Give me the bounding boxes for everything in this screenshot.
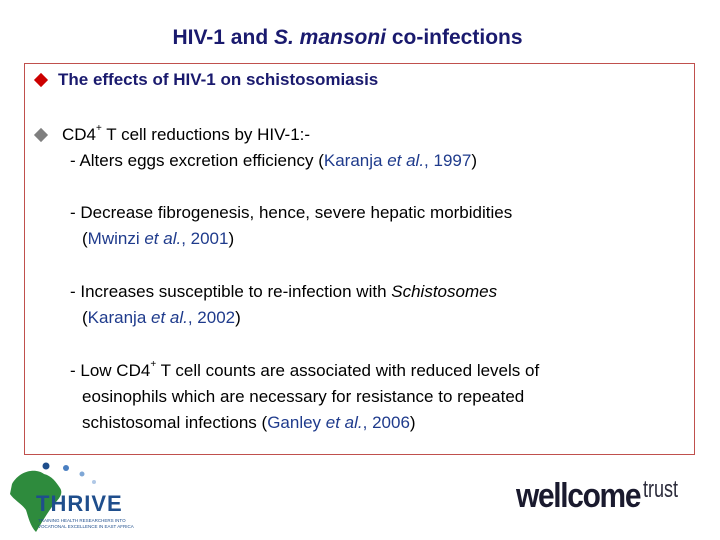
superscript-plus: + bbox=[96, 123, 102, 134]
reference-etal: et al. bbox=[151, 308, 188, 327]
title-text: HIV-1 and bbox=[172, 26, 274, 49]
reference-etal: et al. bbox=[387, 151, 425, 170]
point-text: - Increases susceptible to re-infection with bbox=[70, 282, 392, 301]
reference-year: , 1997 bbox=[424, 151, 472, 170]
intro-block bbox=[34, 122, 477, 174]
point-text: schistosomal infections ( bbox=[82, 413, 268, 432]
point-text: - Decrease fibrogenesis, hence, severe hepatic morbidities bbox=[70, 203, 513, 222]
intro-line bbox=[34, 122, 477, 148]
point-2 bbox=[34, 200, 512, 252]
point-3 bbox=[34, 279, 497, 331]
point-italic-text: Schistosomes bbox=[391, 282, 498, 301]
wellcome-trust-logo bbox=[516, 476, 690, 516]
point-text-end: T cell counts are associated with reduced levels of bbox=[156, 361, 540, 380]
point-4 bbox=[34, 358, 539, 436]
point-close: ) bbox=[228, 229, 235, 248]
reference-author: Karanja bbox=[87, 308, 151, 327]
trust-text: trust bbox=[643, 476, 679, 503]
thrive-logo-text bbox=[36, 491, 123, 517]
point-close: ) bbox=[235, 308, 241, 327]
red-diamond-bullet-icon bbox=[34, 73, 48, 87]
point-ref-line bbox=[34, 410, 539, 436]
point-text-line-2: eosinophils which are necessary for resistance to repeated bbox=[82, 387, 525, 406]
section-heading-text: The effects of HIV-1 on schistosomiasis bbox=[58, 70, 379, 89]
reference-author: Mwinzi bbox=[87, 229, 145, 248]
intro-text: CD4 bbox=[62, 125, 97, 144]
thrive-tagline: TRAINING HEALTH RESEARCHERS INTO VOCATIONAL EXCELLENCE IN EAST AFRICA bbox=[38, 518, 134, 529]
point-ref-line bbox=[34, 305, 497, 331]
wellcome-text: wellcome bbox=[516, 477, 641, 515]
title-italic-text: S. mansoni bbox=[273, 26, 387, 49]
thrive-text: THRIVE bbox=[36, 491, 123, 516]
point-open: ( bbox=[82, 229, 88, 248]
reference bbox=[88, 229, 229, 248]
reference-year: , 2002 bbox=[187, 308, 236, 327]
reference-year: , 2001 bbox=[181, 229, 229, 248]
reference-author: Ganley bbox=[267, 413, 326, 432]
grey-diamond-bullet-icon bbox=[34, 128, 48, 142]
reference-author: Karanja bbox=[323, 151, 388, 170]
point-text: - Low CD4 bbox=[70, 361, 151, 380]
intro-text-end: T cell reductions by HIV-1:- bbox=[101, 125, 311, 144]
point-1 bbox=[34, 148, 477, 174]
reference bbox=[267, 413, 410, 432]
reference-etal: et al. bbox=[144, 229, 182, 248]
section-heading bbox=[34, 70, 378, 90]
slide-title bbox=[0, 26, 695, 50]
point-text: - Alters eggs excretion efficiency ( bbox=[70, 151, 324, 170]
point-open: ( bbox=[82, 308, 88, 327]
reference bbox=[88, 308, 235, 327]
superscript-plus: + bbox=[150, 359, 157, 370]
point-text-line bbox=[34, 279, 497, 305]
point-text-line bbox=[34, 358, 539, 384]
point-close: ) bbox=[471, 151, 477, 170]
reference-etal: et al. bbox=[325, 413, 363, 432]
reference bbox=[324, 151, 471, 170]
title-text-end: co-infections bbox=[386, 26, 523, 49]
point-close: ) bbox=[409, 413, 416, 432]
point-ref-line bbox=[34, 226, 512, 252]
reference-year: , 2006 bbox=[362, 413, 410, 432]
